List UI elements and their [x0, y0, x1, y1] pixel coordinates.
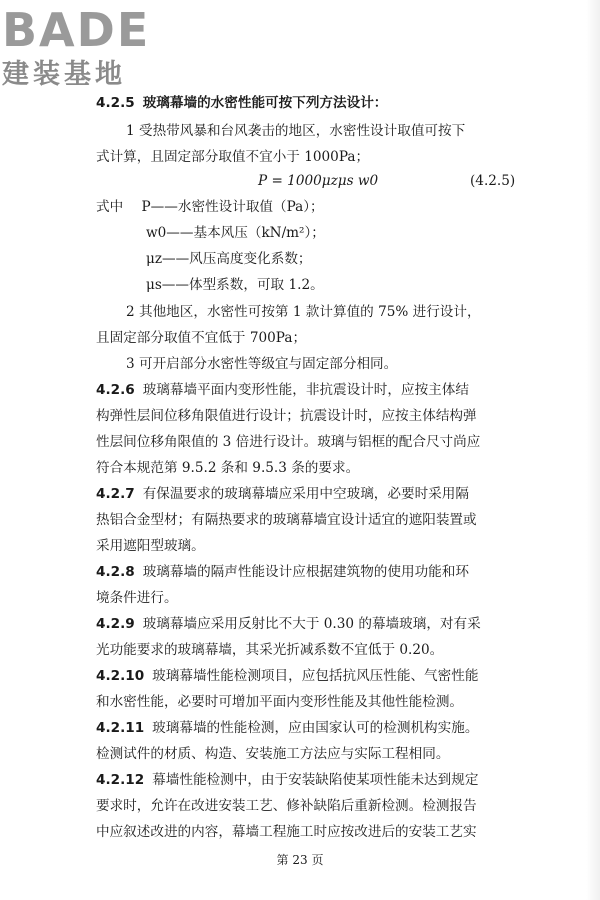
clause-text: 玻璃幕墙的水密性能可按下列方法设计：: [142, 95, 388, 111]
text-line: 且固定部分取值不宜低于 700Pa；: [96, 330, 307, 346]
where-block: [96, 198, 530, 216]
clause-4-2-11: [96, 719, 530, 737]
bade-logo: [2, 2, 182, 90]
logo-wordmark: BADE: [2, 3, 151, 57]
clause-4-2-10: [96, 667, 530, 685]
clause-number: 4.2.6: [96, 382, 135, 398]
clause-number: 4.2.9: [96, 616, 135, 632]
where-lead: 式中: [96, 199, 124, 215]
page-number: 第 23 页: [276, 853, 324, 867]
scan-edge-shadow: [586, 0, 600, 900]
clause-text: 玻璃幕墙应采用反射比不大于 0.30 的幕墙玻璃，对有采: [142, 616, 481, 632]
clause-text: 幕墙性能检测中，由于安装缺陷使某项性能未达到规定: [152, 772, 479, 788]
clause-number: 4.2.5: [96, 95, 135, 111]
clause-text: 有保温要求的玻璃幕墙应采用中空玻璃，必要时采用隔: [142, 486, 469, 502]
clause-4-2-5: [96, 94, 530, 112]
clause-4-2-12: [96, 771, 530, 789]
clause-4-2-9: [96, 615, 530, 633]
clause-4-2-6: [96, 381, 530, 399]
equation-number: (4.2.5): [470, 173, 516, 189]
text-line: 符合本规范第 9.5.2 条和 9.5.3 条的要求。: [96, 460, 360, 476]
clause-number: 4.2.10: [96, 668, 145, 684]
text-line: 和水密性能，必要时可增加平面内变形性能及其他性能检测。: [96, 694, 464, 710]
text-line: 性层间位移角限值的 3 倍进行设计。玻璃与铝框的配合尺寸尚应: [96, 434, 481, 450]
text-line: 光功能要求的玻璃幕墙，其采光折减系数不宜低于 0.20。: [96, 642, 444, 658]
clause-number: 4.2.11: [96, 720, 145, 736]
text-line: 式计算，且固定部分取值不宜小于 1000Pa；: [96, 149, 370, 165]
text-line: 构弹性层间位移角限值进行设计；抗震设计时，应按主体结构弹: [96, 408, 477, 424]
clause-4-2-7: [96, 485, 530, 503]
clause-4-2-8: [96, 563, 530, 581]
where-muz: μz——风压高度变化系数；: [146, 251, 312, 267]
text-line: 检测试件的材质、构造、安装施工方法应与实际工程相同。: [96, 746, 450, 762]
text-line: 1 受热带风暴和台风袭击的地区，水密性设计取值可按下: [126, 123, 466, 139]
clause-number: 4.2.12: [96, 772, 145, 788]
logo-subtitle: 建装基地: [2, 59, 126, 90]
text-line: 中应叙述改进的内容，幕墙工程施工时应按改进后的安装工艺实: [96, 824, 477, 840]
text-line: 热铝合金型材；有隔热要求的玻璃幕墙宜设计适宜的遮阳装置或: [96, 512, 477, 528]
text-line: 3 可开启部分水密性等级宜与固定部分相同。: [126, 356, 398, 372]
where-w0: w0——基本风压（kN/m²）；: [146, 225, 325, 241]
clause-number: 4.2.8: [96, 564, 135, 580]
where-p: P——水密性设计取值（Pa）；: [141, 199, 324, 215]
clause-number: 4.2.7: [96, 486, 135, 502]
clause-text: 玻璃幕墙平面内变形性能，非抗震设计时，应按主体结: [142, 382, 469, 398]
text-line: 采用遮阳型玻璃。: [96, 538, 205, 554]
where-mus: μs——体型系数，可取 1.2。: [146, 277, 324, 293]
clause-text: 玻璃幕墙性能检测项目，应包括抗风压性能、气密性能: [152, 668, 479, 684]
text-line: 2 其他地区，水密性可按第 1 款计算值的 75% 进行设计，: [126, 304, 481, 320]
clause-text: 玻璃幕墙的隔声性能设计应根据建筑物的使用功能和环: [142, 564, 469, 580]
formula: P = 1000μzμs w0: [258, 173, 379, 189]
text-line: 要求时，允许在改进安装工艺、修补缺陷后重新检测。检测报告: [96, 798, 477, 814]
clause-text: 玻璃幕墙的性能检测，应由国家认可的检测机构实施。: [152, 720, 479, 736]
text-line: 境条件进行。: [96, 590, 178, 606]
